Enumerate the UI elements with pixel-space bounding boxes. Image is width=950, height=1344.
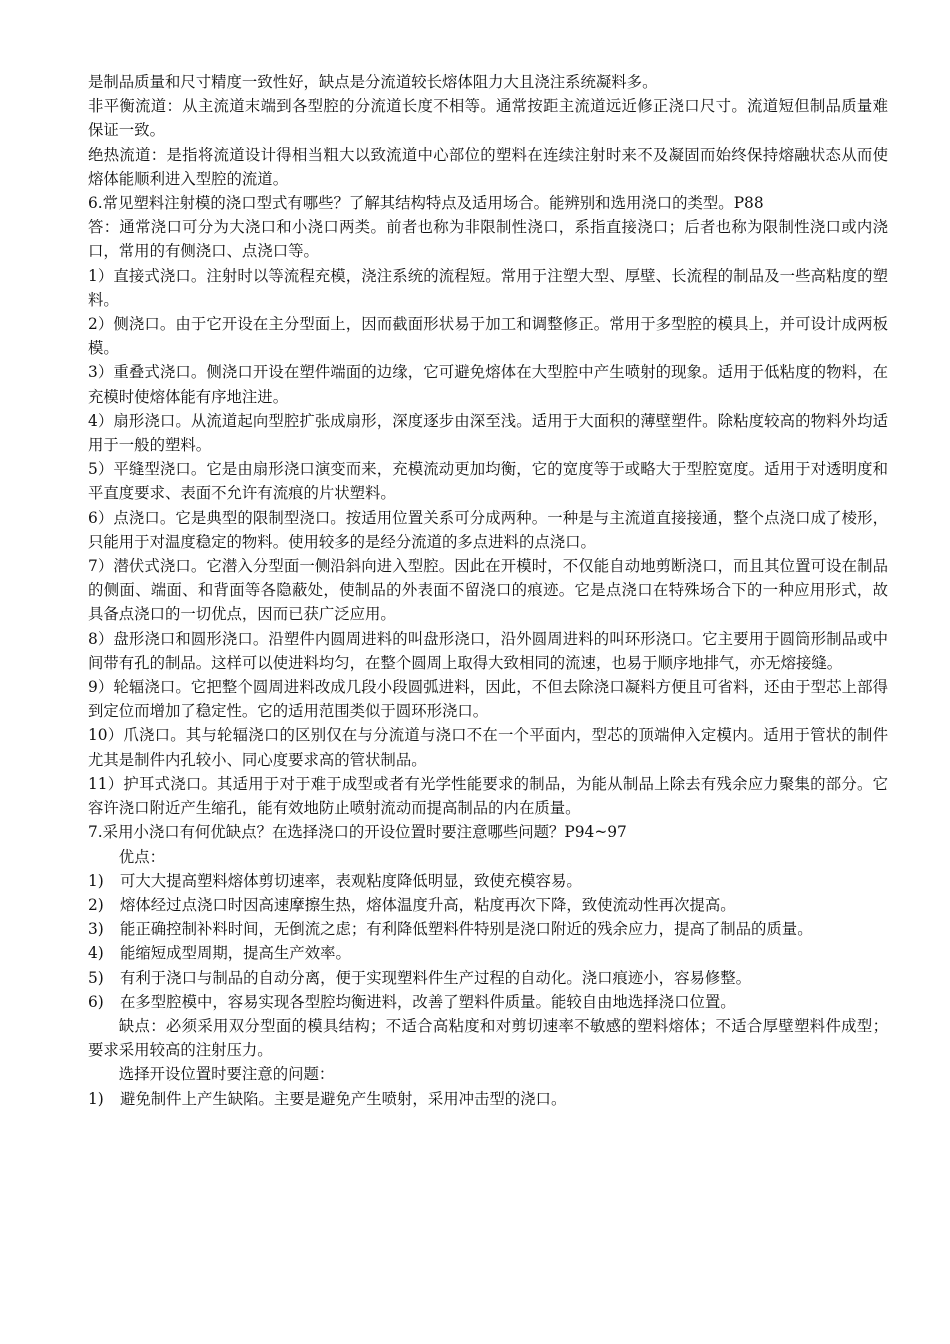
gate-position-number: 1) [88,1089,104,1108]
advantage-number: 2) [88,895,104,914]
gate-type-5: 5）平缝型浇口。它是由扇形浇口演变而来，充模流动更加均衡，它的宽度等于或略大于型腔宽度。适用于对透明度和平直度要求、表面不允许有流痕的片状塑料。 [88,460,888,503]
advantages-title: 优点： [118,847,165,866]
advantage-number: 4) [88,944,104,963]
advantage-item [88,990,888,1014]
disadvantages-paragraph: 缺点：必须采用双分型面的模具结构；不适合高粘度和对剪切速率不敏感的塑料熔体；不适合厚壁塑料件成型；要求采用较高的注射压力。 [88,1016,888,1060]
advantage-text: 有利于浇口与制品的自动分离，便于实现塑料件生产过程的自动化。浇口痕迹小，容易修整。 [120,968,752,987]
answer-6: 答：通常浇口可分为大浇口和小浇口两类。前者也称为非限制性浇口，系指直接浇口；后者也称为限制性浇口或内浇口，常用的有侧浇口、点浇口等。 [88,218,888,261]
question-6: 6.常见塑料注射模的浇口型式有哪些？了解其结构特点及适用场合。能辨别和选用浇口的类型。P88 [88,194,764,213]
paragraph-balanced-runner-end: 是制品质量和尺寸精度一致性好，缺点是分流道较长熔体阻力大且浇注系统凝料多。 [88,73,658,91]
advantage-text: 可大大提高塑料熔体剪切速率，表观粘度降低明显，致使充模容易。 [120,871,582,890]
gate-type-7: 7）潜伏式浇口。它潜入分型面一侧沿斜向进入型腔。因此在开模时，不仅能自动地剪断浇口，而且其位置可设在制品的侧面、端面、和背面等各隐蔽处，使制品的外表面不留浇口的痕迹。它是点浇口在特殊场合下的一种应用形式，故具备点浇口的一切优点，因而已获广泛应用。 [88,557,888,624]
gate-position-item [88,1087,888,1111]
gate-type-1: 1）直接式浇口。注射时以等流程充模，浇注系统的流程短。常用于注塑大型、厚壁、长流程的制品及一些高粘度的塑料。 [88,266,888,309]
gate-type-6: 6）点浇口。它是典型的限制型浇口。按适用位置关系可分成两种。一种是与主流道直接接通，整个点浇口成了棱形，只能用于对温度稳定的物料。使用较多的是经分流道的多点进料的点浇口。 [88,508,888,551]
gate-type-11: 11）护耳式浇口。其适用于对于难于成型或者有光学性能要求的制品，为能从制品上除去有残余应力聚集的部分。它容许浇口附近产生缩孔，能有效地防止喷射流动而提高制品的内在质量。 [88,774,888,818]
advantage-text: 在多型腔模中，容易实现各型腔均衡进料，改善了塑料件质量。能较自由地选择浇口位置。 [120,992,736,1011]
gate-position-title: 选择开设位置时要注意的问题： [118,1065,335,1084]
advantage-item [88,917,888,941]
gate-position-text: 避免制件上产生缺陷。主要是避免产生喷射，采用冲击型的浇口。 [120,1089,567,1108]
advantage-item [88,941,888,965]
gate-type-3: 3）重叠式浇口。侧浇口开设在塑件端面的边缘，它可避免熔体在大型腔中产生喷射的现象。适用于低粘度的物料，在充模时使熔体能有序地注进。 [88,363,888,406]
gate-type-2: 2）侧浇口。由于它开设在主分型面上，因而截面形状易于加工和调整修正。常用于多型腔的模具上，并可设计成两板模。 [88,315,888,358]
gate-type-4: 4）扇形浇口。从流道起向型腔扩张成扇形，深度逐步由深至浅。适用于大面积的薄壁塑件。除粘度较高的物料外均适用于一般的塑料。 [88,411,888,455]
advantage-item [88,966,888,990]
advantage-item [88,893,888,917]
question-7: 7.采用小浇口有何优缺点？在选择浇口的开设位置时要注意哪些问题？P94~97 [88,823,627,842]
gate-type-10: 10）爪浇口。其与轮辐浇口的区别仅在与分流道与浇口不在一个平面内，型芯的顶端伸入定模内。适用于管状的制件尤其是制件内孔较小、同心度要求高的管状制品。 [88,726,888,769]
gate-type-8: 8）盘形浇口和圆形浇口。沿塑件内圆周进料的叫盘形浇口，沿外圆周进料的叫环形浇口。它主要用于圆筒形制品或中间带有孔的制品。这样可以使进料均匀，在整个圆周上取得大致相同的流速，也易于顺序地排气，亦无熔接缝。 [88,629,888,672]
paragraph-insulated-runner: 绝热流道：是指将流道设计得相当粗大以致流道中心部位的塑料在连续注射时来不及凝固而始终保持熔融状态从而使熔体能顺利进入型腔的流道。 [88,145,888,188]
advantage-text: 能正确控制补料时间，无倒流之虑；有利降低塑料件特别是浇口附近的残余应力，提高了制品的质量。 [120,920,813,939]
advantage-text: 能缩短成型周期，提高生产效率。 [120,944,351,963]
advantage-number: 3) [88,920,104,939]
advantage-item [88,869,888,893]
advantage-text: 熔体经过点浇口时因高速摩擦生热，熔体温度升高，粘度再次下降，致使流动性再次提高。 [120,895,736,914]
paragraph-unbalanced-runner: 非平衡流道：从主流道末端到各型腔的分流道长度不相等。通常按距主流道远近修正浇口尺寸。流道短但制品质量难保证一致。 [88,97,888,140]
advantage-number: 1) [88,871,104,890]
advantage-number: 5) [88,968,104,987]
advantage-number: 6) [88,992,104,1011]
gate-type-9: 9）轮辐浇口。它把整个圆周进料改成几段小段圆弧进料，因此，不但去除浇口凝料方便且可省料，还由于型芯上部得到定位而增加了稳定性。它的适用范围类似于圆环形浇口。 [88,678,888,721]
